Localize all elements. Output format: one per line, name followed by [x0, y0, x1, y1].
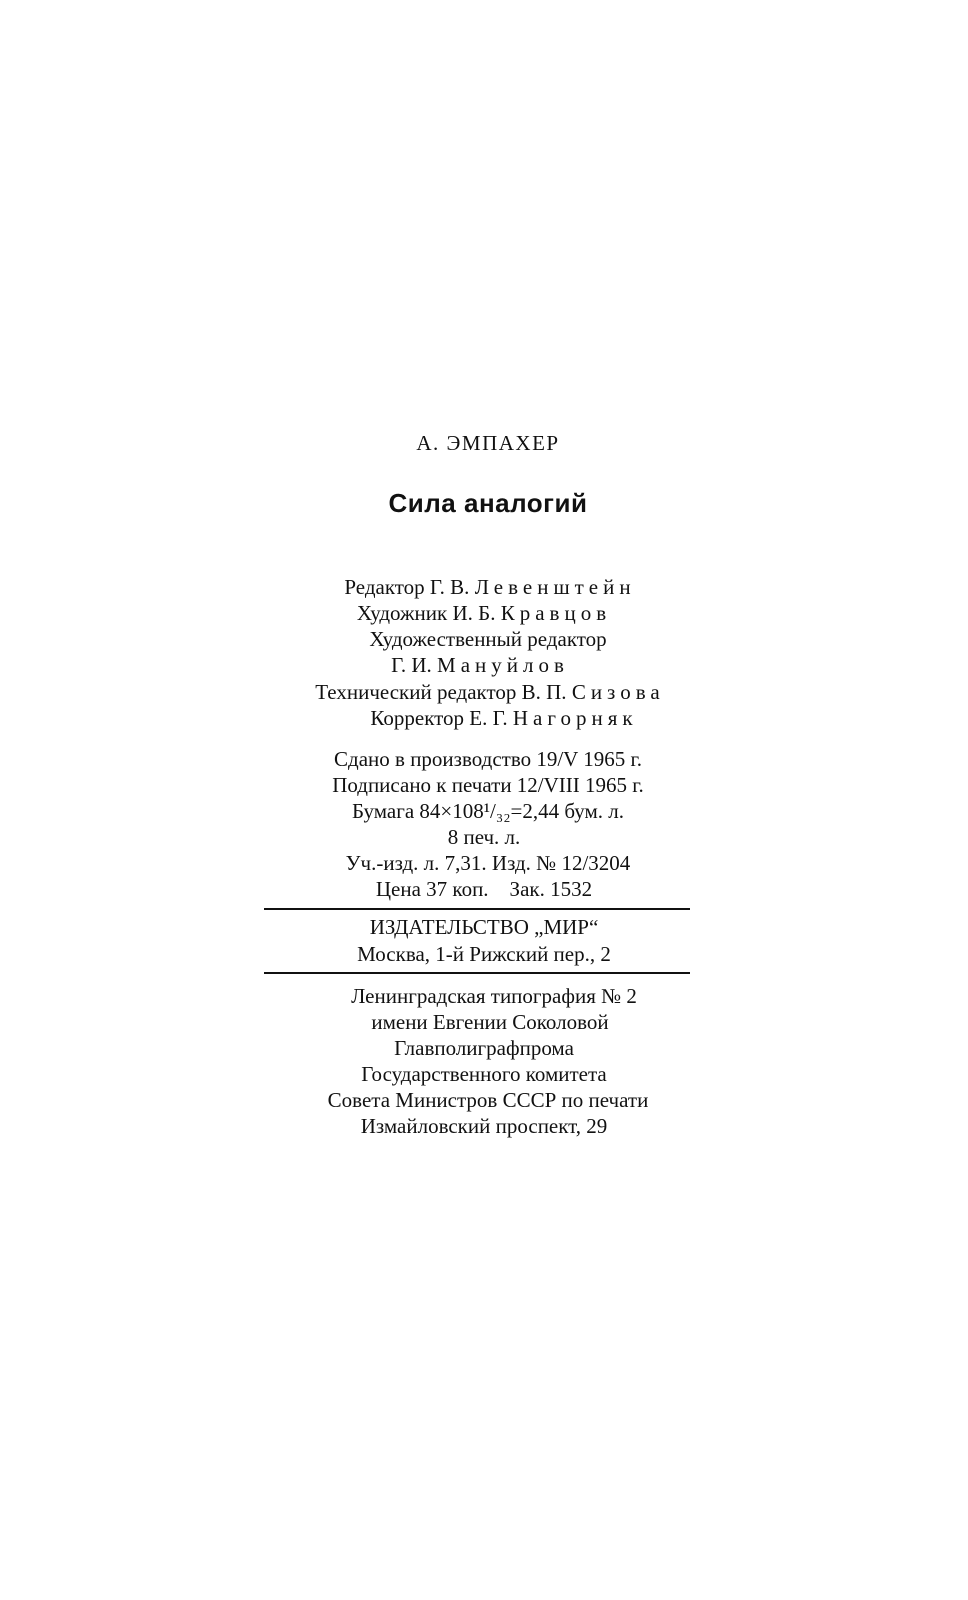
book-title: Сила аналогий [388, 488, 588, 518]
production-line: Сдано в производство 19/V 1965 г. [334, 747, 642, 771]
credit-surname: Мануйлов [437, 653, 569, 677]
production-line: Подписано к печати 12/VIII 1965 г. [332, 773, 644, 797]
production-line: Цена 37 коп. Зак. 1532 [375, 877, 593, 901]
credit-surname: Левенштейн [474, 575, 636, 599]
credit-initials: Е. Г. [469, 706, 508, 730]
production-line: Уч.-изд. л. 7,31. Изд. № 12/3204 [345, 851, 631, 875]
printer-line: Государственного комитета [361, 1062, 607, 1086]
publisher-name-text: ИЗДАТЕЛЬСТВО „МИР“ [369, 915, 599, 939]
production-line: 8 печ. л. [447, 825, 521, 849]
credit-role: Корректор [370, 706, 465, 730]
printer-line: Главполиграфпрома [394, 1036, 574, 1060]
credit-editor [6, 574, 968, 600]
credit-artist [0, 600, 968, 626]
credit-proofreader [20, 705, 968, 731]
credit-tech-editor [6, 679, 968, 705]
divider-rule [264, 908, 690, 910]
credit-role: Художественный редактор [369, 627, 607, 651]
credit-initials: Г. И. [391, 653, 432, 677]
production-line: Бумага 84×108¹/₃₂=2,44 бум. л. [352, 799, 624, 823]
credit-role: Художник [356, 601, 448, 625]
credit-art-editor-role [4, 626, 968, 652]
printer-line: Ленинградская типография № 2 [351, 984, 637, 1008]
credit-initials: И. Б. [452, 601, 496, 625]
author-name: А. ЭМПАХЕР [416, 431, 560, 455]
divider-rule [264, 972, 690, 974]
credit-art-editor [0, 652, 964, 678]
printer-line: Совета Министров СССР по печати [327, 1088, 649, 1112]
credit-surname: Кравцов [500, 601, 612, 625]
credit-role: Редактор [344, 575, 425, 599]
printer-line: Измайловский проспект, 29 [360, 1114, 608, 1138]
credit-initials: Г. В. [429, 575, 470, 599]
credit-role: Технический редактор [315, 680, 517, 704]
credit-surname: Нагорняк [512, 706, 638, 730]
credit-surname: Сизова [571, 680, 665, 704]
publisher-name [0, 914, 968, 940]
publisher-address: Москва, 1-й Рижский пер., 2 [357, 942, 611, 966]
printer-line: имени Евгении Соколовой [371, 1010, 609, 1034]
credit-initials: В. П. [521, 680, 567, 704]
